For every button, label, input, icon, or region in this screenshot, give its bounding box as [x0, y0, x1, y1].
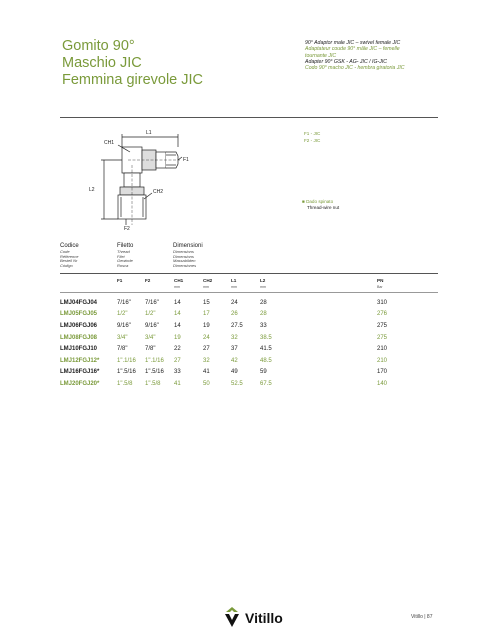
cell-ch1: 27: [174, 357, 181, 364]
cell-ch2: 15: [203, 299, 210, 306]
cell-l1: 37: [231, 346, 238, 353]
cell-ch2: 41: [203, 369, 210, 376]
label-l1: L1: [146, 130, 152, 136]
cell-pn: 140: [377, 380, 388, 387]
cell-l2: 33: [260, 322, 267, 329]
col-ch1: CH1: [174, 278, 184, 283]
product-table: [60, 297, 407, 390]
table-row: [60, 309, 407, 321]
legend-nut-en: Thread-wire nut: [307, 205, 340, 210]
cell-pn: 170: [377, 369, 388, 376]
header-dimensioni: [173, 243, 203, 268]
label-f2: F2: [124, 226, 130, 232]
cell-l2: 28: [260, 299, 267, 306]
title-line-2: Maschio JIC: [62, 55, 142, 71]
cell-l1: 27.5: [231, 322, 243, 329]
cell-l2: 28: [260, 311, 267, 318]
dimensioni-sub-0: Dimensions: [173, 249, 194, 254]
bullet-icon: ■: [302, 199, 305, 204]
header-codice-label: Codice: [60, 243, 79, 249]
desc-fr-2: tournante JIC: [305, 52, 337, 59]
header-dimensioni-label: Dimensioni: [173, 243, 203, 249]
filetto-sub-3: Rosca: [117, 262, 129, 268]
cell-f1: 1/2": [117, 311, 128, 318]
filetto-sub-1: Filet: [117, 253, 125, 259]
legend-f2: F2 - JIC: [304, 138, 321, 143]
dimensioni-sub-1: Dimensions: [173, 253, 194, 259]
unit-l2: mm: [260, 285, 266, 289]
cell-ch1: 14: [174, 299, 181, 306]
vitillo-logo-icon: [222, 606, 242, 628]
cell-ch1: 41: [174, 380, 181, 387]
cell-ch2: 32: [203, 357, 210, 364]
cell-f2: 7/16": [145, 299, 159, 306]
cell-code: LMJ10FGJ10: [60, 346, 98, 353]
cell-ch2: 50: [203, 380, 210, 387]
legend-f1: F1 - JIC: [304, 131, 321, 136]
cell-f2: 1".5/16: [145, 369, 164, 376]
cell-f1: 1".5/8: [117, 380, 133, 387]
cell-ch1: 14: [174, 322, 181, 329]
cell-f2: 3/4": [145, 334, 156, 341]
cell-f1: 7/16": [117, 299, 131, 306]
cell-code: LMJ20FGJ20*: [60, 380, 100, 387]
cell-pn: 275: [377, 334, 388, 341]
elbow-drawing: [80, 125, 200, 235]
legend-nut-it: Dado spinato: [306, 199, 334, 204]
table-row: [60, 343, 407, 355]
title-line-1: Gomito 90°: [62, 38, 135, 54]
codice-sub-3: Código: [60, 262, 73, 268]
title-line-3: Femmina girevole JIC: [62, 72, 204, 88]
cell-f2: 1".1/16: [145, 357, 164, 364]
cell-f1: 1".5/16: [117, 369, 136, 376]
label-f1: F1: [183, 157, 189, 163]
cell-ch2: 17: [203, 311, 210, 318]
cell-code: LMJ05FGJ05: [60, 311, 98, 318]
col-f1: F1: [117, 278, 123, 283]
cell-ch2: 19: [203, 322, 210, 329]
legend-nut: [302, 199, 339, 211]
cell-l1: 24: [231, 299, 238, 306]
col-f2: F2: [145, 278, 151, 283]
cell-f2: 7/8": [145, 346, 156, 353]
cell-ch1: 14: [174, 311, 181, 318]
col-l2: L2: [260, 278, 266, 283]
codice-sub-0: Code: [60, 249, 70, 254]
table-top-rule: [60, 292, 438, 293]
cell-f2: 1/2": [145, 311, 156, 318]
col-ch2: CH2: [203, 278, 213, 283]
codice-sub-2: Bestell Nr: [60, 258, 78, 264]
cell-pn: 210: [377, 346, 388, 353]
unit-ch2: mm: [203, 285, 209, 289]
col-l1: L1: [231, 278, 237, 283]
cell-l1: 49: [231, 369, 238, 376]
desc-de: Adapter 90° GSK - AG- JIC / IG-JIC: [305, 58, 388, 65]
desc-es: Codo 90° macho JIC - hembra giratoria JIC: [305, 65, 405, 72]
cell-pn: 276: [377, 311, 388, 318]
cell-f1: 1".1/16: [117, 357, 136, 364]
cell-l2: 48.5: [260, 357, 272, 364]
label-l2: L2: [89, 187, 95, 193]
cell-ch2: 24: [203, 334, 210, 341]
unit-ch1: mm: [174, 285, 180, 289]
cell-code: LMJ12FGJ12*: [60, 357, 100, 364]
col-pn: PN: [377, 278, 384, 283]
table-row: [60, 297, 407, 309]
cell-pn: 210: [377, 357, 388, 364]
page-number: Vitillo | 87: [411, 614, 433, 620]
cell-f2: 1".5/8: [145, 380, 161, 387]
multilanguage-description: [305, 40, 465, 71]
page-title: [62, 38, 203, 89]
label-ch1: CH1: [104, 140, 115, 146]
cell-f1: 3/4": [117, 334, 128, 341]
dimensioni-sub-2: Massabilden: [173, 258, 196, 264]
filetto-sub-0: Thread: [117, 249, 130, 254]
cell-l1: 42: [231, 357, 238, 364]
desc-en: 90° Adaptor male JIC – swivel female JIC: [305, 40, 401, 46]
header-divider: [60, 273, 438, 274]
cell-l2: 41.5: [260, 346, 272, 353]
table-row: [60, 367, 407, 379]
cell-ch1: 22: [174, 346, 181, 353]
cell-code: LMJ08FGJ08: [60, 334, 98, 341]
cell-pn: 310: [377, 299, 388, 306]
label-ch2: CH2: [153, 189, 164, 195]
table-row: [60, 378, 407, 390]
cell-code: LMJ16FGJ16*: [60, 369, 100, 376]
filetto-sub-2: Gewinde: [117, 258, 133, 264]
cell-f2: 9/16": [145, 322, 159, 329]
cell-f1: 7/8": [117, 346, 128, 353]
codice-sub-1: Référence: [60, 253, 79, 259]
cell-f1: 9/16": [117, 322, 131, 329]
cell-l1: 52.5: [231, 380, 243, 387]
header-codice: [60, 243, 79, 268]
unit-l1: mm: [231, 285, 237, 289]
cell-l1: 26: [231, 311, 238, 318]
brand-name: Vitillo: [245, 610, 283, 626]
cell-l2: 59: [260, 369, 267, 376]
top-divider: [60, 117, 438, 118]
dimensioni-sub-3: Dimensiones: [173, 262, 197, 268]
table-row: [60, 355, 407, 367]
desc-fr: Adaptateur coude 90° mâle JIC – femelle: [305, 46, 400, 53]
table-row: [60, 320, 407, 332]
header-filetto: [117, 243, 133, 268]
cell-ch1: 33: [174, 369, 181, 376]
cell-ch1: 19: [174, 334, 181, 341]
cell-l2: 67.5: [260, 380, 272, 387]
cell-code: LMJ04FGJ04: [60, 299, 98, 306]
cell-l2: 38.5: [260, 334, 272, 341]
unit-pn: Bar: [377, 285, 383, 289]
cell-ch2: 27: [203, 346, 210, 353]
cell-pn: 275: [377, 322, 388, 329]
cell-l1: 32: [231, 334, 238, 341]
table-row: [60, 332, 407, 344]
header-filetto-label: Filetto: [117, 243, 134, 249]
cell-code: LMJ06FGJ06: [60, 322, 98, 329]
